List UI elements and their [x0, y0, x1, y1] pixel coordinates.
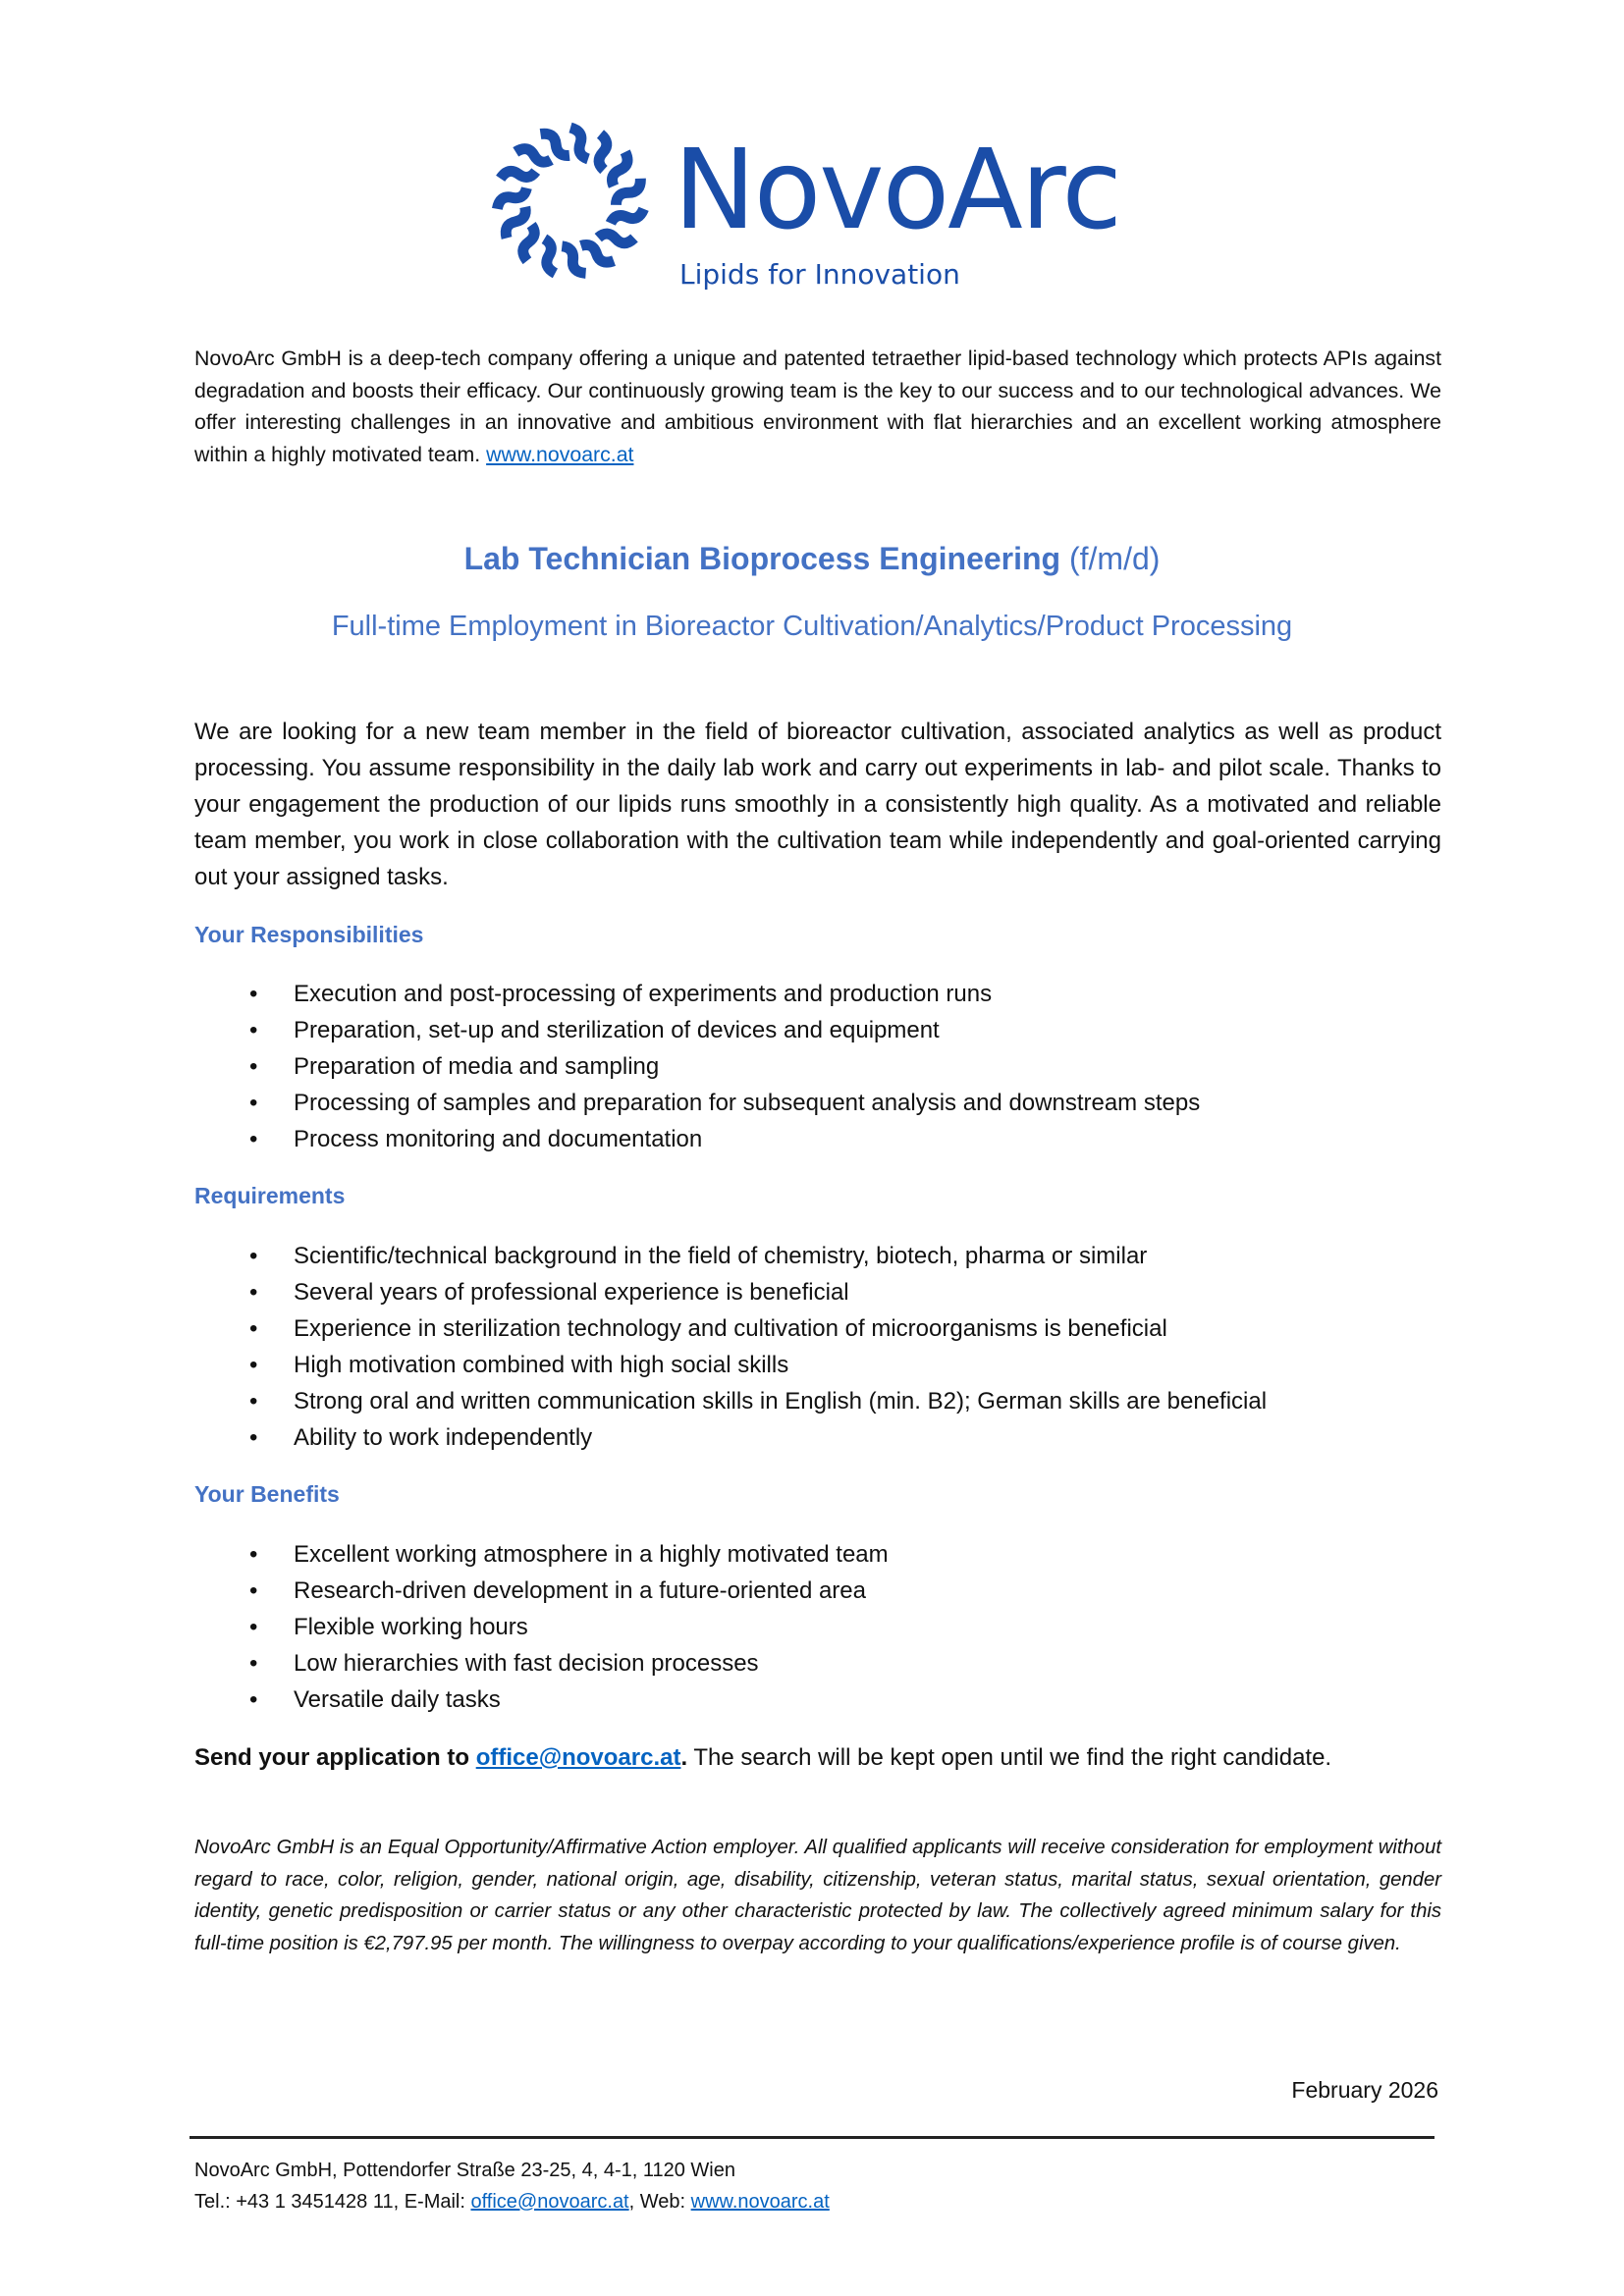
job-title-suffix: (f/m/d) — [1068, 541, 1161, 576]
bullet-icon: • — [249, 1614, 258, 1640]
bullet-icon: • — [249, 1650, 258, 1677]
list-item: • High motivation combined with high social skills — [194, 1347, 1267, 1383]
list-item: • Strong oral and written communication skills in English (min. B2); German skills are beneficial — [194, 1383, 1267, 1419]
bullet-icon: • — [249, 1243, 258, 1269]
list-item: • Preparation, set-up and sterilization of devices and equipment — [194, 1012, 1200, 1048]
bullet-icon: • — [249, 1090, 258, 1116]
bullet-icon: • — [249, 1279, 258, 1306]
bullet-icon: • — [249, 1053, 258, 1080]
equal-opportunity-disclaimer: NovoArc GmbH is an Equal Opportunity/Affirmative Action employer. All qualified applicants will receive consideration for employment without regard to race, color, religion, gender, national origin, age, disability, citizenship, veteran status, marital status, sexual orientation, gender identity, genetic predisposition or carrier status or any other characteristic protected by law. The collectively agreed minimum salary for this full-time position is €2,797.95 per month. The willingness to overpay according to your qualifications/experience profile is of course given. — [194, 1837, 1441, 1954]
bullet-icon: • — [249, 1541, 258, 1568]
list-item: • Flexible working hours — [194, 1609, 889, 1645]
list-item: • Process monitoring and documentation — [194, 1121, 1200, 1157]
bullet-icon: • — [249, 1315, 258, 1342]
lipid-ring-icon — [489, 120, 652, 283]
responsibilities-list — [194, 976, 1200, 1157]
list-item: • Low hierarchies with fast decision processes — [194, 1645, 889, 1682]
job-description: We are looking for a new team member in the field of bioreactor cultivation, associated analytics as well as product processing. You assume responsibility in the daily lab work and carry out experiments in lab- and pilot scale. Thanks to your engagement the production of our lipids runs smoothly in a consistently high quality. As a motivated and reliable team member, you work in close collaboration with the cultivation team while independently and goal-oriented carrying out your assigned tasks. — [194, 719, 1441, 890]
list-item: • Ability to work independently — [194, 1419, 1267, 1456]
website-link[interactable]: www.novoarc.at — [486, 442, 634, 466]
bullet-icon: • — [249, 1686, 258, 1713]
list-item: • Preparation of media and sampling — [194, 1048, 1200, 1085]
requirements-list — [194, 1238, 1267, 1456]
application-instructions: Send your application to office@novoarc.at. The search will be kept open until we find the right candidate. — [194, 1744, 1332, 1771]
footer — [194, 2155, 830, 2217]
section-heading-benefits: Your Benefits — [194, 1481, 340, 1507]
footer-email-link[interactable]: office@novoarc.at — [470, 2191, 629, 2213]
list-item: • Several years of professional experience is beneficial — [194, 1274, 1267, 1310]
bullet-icon: • — [249, 1577, 258, 1604]
bullet-icon: • — [249, 981, 258, 1007]
list-item: • Processing of samples and preparation for subsequent analysis and downstream steps — [194, 1085, 1200, 1121]
application-rest: The search will be kept open until we find the right candidate. — [687, 1744, 1332, 1771]
bullet-icon: • — [249, 1352, 258, 1378]
brand-wordmark: NovoArc — [674, 127, 1120, 254]
posting-date: February 2026 — [1291, 2077, 1438, 2103]
intro-text: NovoArc GmbH is a deep-tech company offering a unique and patented tetraether lipid-based technology which protects APIs against degradation and boosts their efficacy. Our continuously growing team is the key to our success and to our technological advances. We offer interesting challenges in an innovative and ambitious environment with flat hierarchies and an excellent working atmosphere within a highly motivated team. — [194, 347, 1441, 466]
brand-tagline: Lipids for Innovation — [679, 258, 960, 291]
section-heading-responsibilities: Your Responsibilities — [194, 922, 424, 947]
bullet-icon: • — [249, 1424, 258, 1451]
list-item: • Execution and post-processing of experiments and production runs — [194, 976, 1200, 1012]
benefits-list — [194, 1536, 889, 1718]
footer-web-link[interactable]: www.novoarc.at — [690, 2191, 830, 2213]
bullet-icon: • — [249, 1017, 258, 1043]
list-item: • Experience in sterilization technology and cultivation of microorganisms is beneficial — [194, 1310, 1267, 1347]
company-intro — [194, 343, 1441, 470]
job-title-text: Lab Technician Bioprocess Engineering — [463, 541, 1061, 576]
list-item: • Scientific/technical background in the field of chemistry, biotech, pharma or similar — [194, 1238, 1267, 1274]
application-email-link[interactable]: office@novoarc.at — [475, 1744, 681, 1771]
footer-address: NovoArc GmbH, Pottendorfer Straße 23-25, 4, 4-1, 1120 Wien — [194, 2160, 735, 2181]
footer-divider — [189, 2136, 1435, 2139]
job-subtitle: Full-time Employment in Bioreactor Cultivation/Analytics/Product Processing — [331, 611, 1293, 642]
job-title — [0, 541, 1624, 577]
bullet-icon: • — [249, 1388, 258, 1415]
list-item: • Versatile daily tasks — [194, 1682, 889, 1718]
list-item: • Research-driven development in a future-oriented area — [194, 1573, 889, 1609]
section-heading-requirements: Requirements — [194, 1183, 346, 1208]
bullet-icon: • — [249, 1126, 258, 1152]
footer-contact: Tel.: +43 1 3451428 11, E-Mail: office@novoarc.at, Web: www.novoarc.at — [194, 2191, 830, 2213]
list-item: • Excellent working atmosphere in a highly motivated team — [194, 1536, 889, 1573]
application-lead: Send your application to — [194, 1744, 476, 1771]
